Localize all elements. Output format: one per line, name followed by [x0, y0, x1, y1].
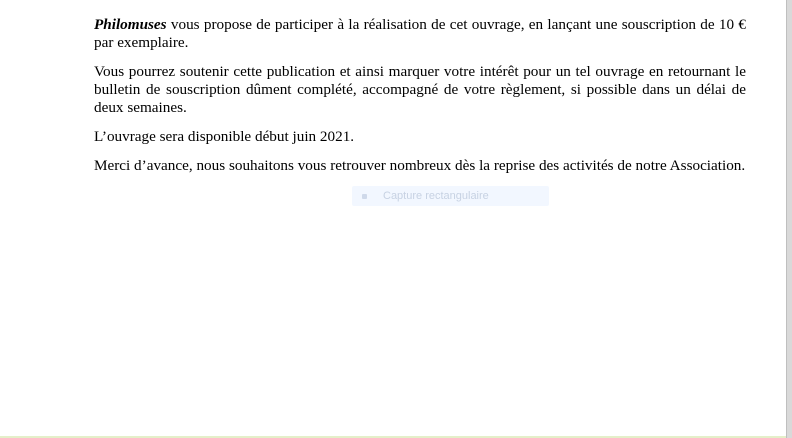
- snipping-mode-label: Capture rectangulaire: [383, 190, 489, 202]
- paragraph-thanks: Merci d’avance, nous souhaitons vous retrouver nombreux dès la reprise des activités de notre Association.: [94, 157, 746, 174]
- paragraph-subscription-text: vous propose de participer à la réalisation de cet ouvrage, en lançant une souscription de 10 € par exemplaire.: [94, 16, 746, 51]
- window-right-edge: [786, 0, 792, 438]
- snipping-mode-button[interactable]: [352, 186, 549, 206]
- document-body: [94, 16, 746, 186]
- paragraph-support: Vous pourrez soutenir cette publication et ainsi marquer votre intérêt pour un tel ouvrage en retournant le bulletin de souscription dûment complété, accompagné de votre règlement, si possible dans un délai de deux semaines.: [94, 63, 746, 116]
- brand-name: Philomuses: [94, 16, 167, 33]
- paragraph-availability: L’ouvrage sera disponible début juin 2021.: [94, 128, 355, 145]
- paragraph-subscription: [94, 16, 746, 52]
- rectangle-snip-icon: [362, 194, 367, 199]
